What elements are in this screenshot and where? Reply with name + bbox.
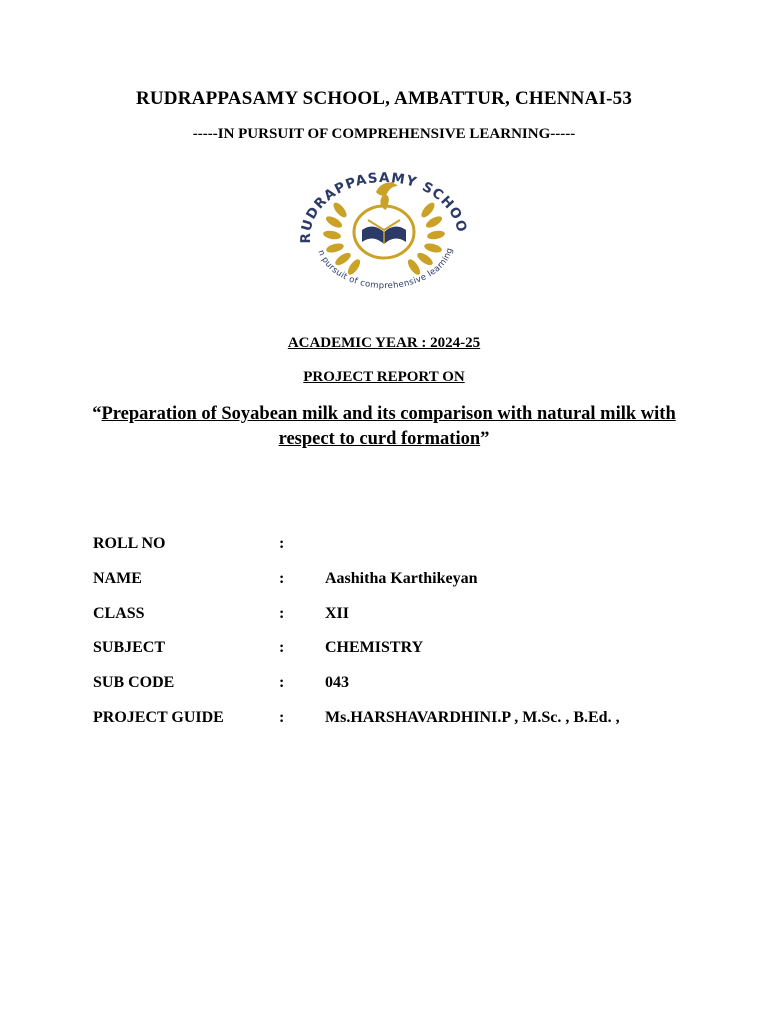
project-title <box>90 402 678 452</box>
school-name-heading: RUDRAPPASAMY SCHOOL, AMBATTUR, CHENNAI-53 <box>135 88 633 109</box>
detail-colon: : <box>279 569 285 587</box>
detail-row-subject <box>93 639 713 674</box>
detail-label: SUB CODE <box>93 674 175 692</box>
detail-value: Ms.HARSHAVARDHINI.P , M.Sc. , B.Ed. , <box>325 708 620 726</box>
detail-row-name <box>93 570 713 605</box>
detail-label: NAME <box>93 569 142 587</box>
close-quote: ” <box>480 429 490 449</box>
detail-label: PROJECT GUIDE <box>93 708 224 726</box>
detail-row-sub-code <box>93 674 713 709</box>
detail-label: CLASS <box>93 604 145 622</box>
school-logo <box>288 170 480 310</box>
detail-row-project-guide <box>93 709 713 744</box>
logo-ring-text-top: RUDRAPPASAMY SCHOO <box>297 170 470 244</box>
detail-value: CHEMISTRY <box>325 639 424 657</box>
academic-year: ACADEMIC YEAR : 2024-25 <box>287 335 481 351</box>
open-quote: “ <box>92 404 102 424</box>
logo-ring-text-bottom: n pursuit of comprehensive learning <box>315 246 456 292</box>
project-report-on-heading: PROJECT REPORT ON <box>303 369 465 385</box>
project-title-text: Preparation of Soyabean milk and its comparison with natural milk with respect to curd formation <box>101 404 676 449</box>
detail-row-class <box>93 605 713 640</box>
detail-colon: : <box>279 674 285 692</box>
detail-colon: : <box>279 604 285 622</box>
detail-colon: : <box>279 708 285 726</box>
detail-colon: : <box>279 535 285 552</box>
detail-value: Aashitha Karthikeyan <box>325 569 478 587</box>
detail-value: 043 <box>325 674 349 692</box>
detail-colon: : <box>279 639 285 657</box>
detail-label: ROLL NO <box>93 535 166 552</box>
student-details-table <box>93 535 713 744</box>
detail-value: XII <box>325 604 350 622</box>
school-motto: -----IN PURSUIT OF COMPREHENSIVE LEARNING----- <box>192 126 576 142</box>
detail-row-roll-no <box>93 535 713 570</box>
open-book-icon <box>362 220 406 244</box>
detail-label: SUBJECT <box>93 639 166 657</box>
